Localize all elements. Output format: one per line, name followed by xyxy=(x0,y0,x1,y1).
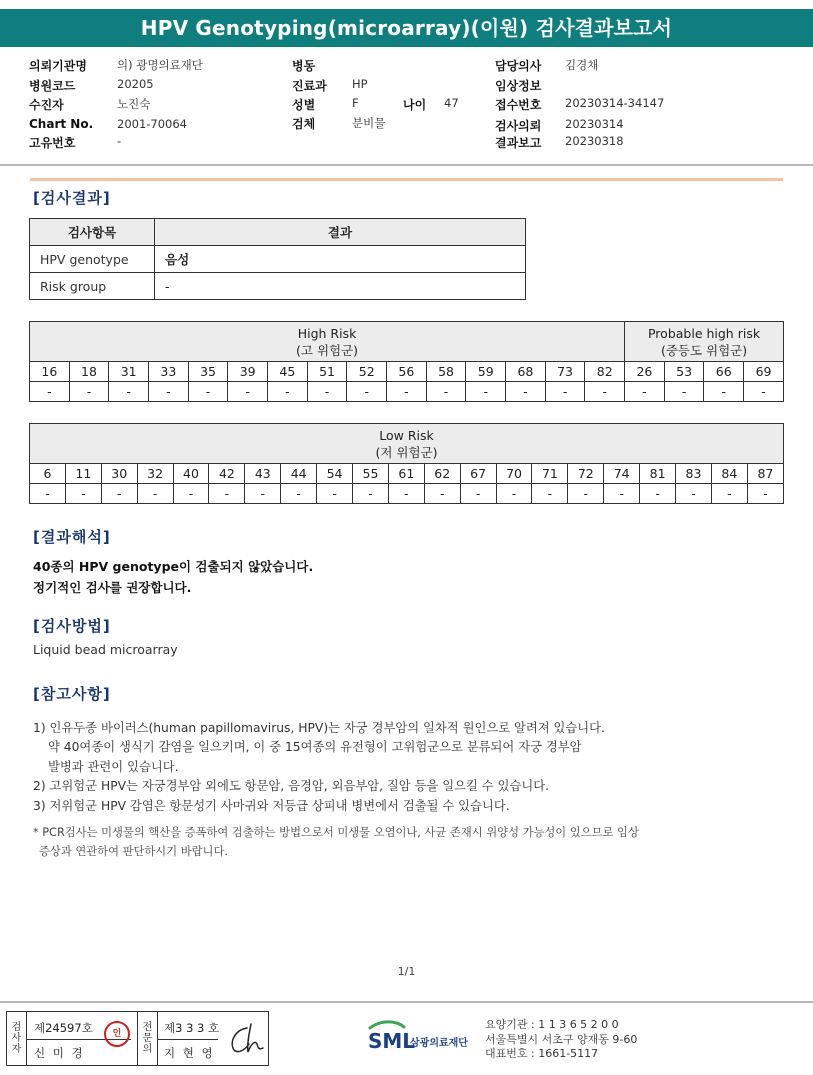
label-ward: 병동 xyxy=(292,59,316,73)
low-risk-value-6: - xyxy=(245,484,281,504)
specialist-name: 지 현 영 xyxy=(164,1046,215,1060)
notes-list xyxy=(33,719,605,816)
probable-high-risk-sub: (중등도 위험군) xyxy=(660,343,748,358)
col-header-result: 결과 xyxy=(155,219,526,246)
low-risk-value-9: - xyxy=(353,484,389,504)
section-title-method: [검사방법] xyxy=(33,617,111,635)
high-risk-value-row xyxy=(30,382,784,402)
value-attending-doctor: 김경채 xyxy=(565,58,599,72)
low-risk-table xyxy=(29,423,784,504)
low-risk-type-13: 70 xyxy=(496,464,532,484)
high-risk-value-7: - xyxy=(307,382,347,402)
label-test-request: 검사의뢰 xyxy=(495,119,542,133)
high-risk-value-12: - xyxy=(506,382,546,402)
table-header-row xyxy=(30,219,526,246)
probable-high-risk-type-0: 26 xyxy=(625,362,665,382)
value-specimen: 분비물 xyxy=(352,116,386,130)
value-test-request: 20230314 xyxy=(565,117,624,131)
method-text: Liquid bead microarray xyxy=(33,642,178,657)
value-patient: 노진숙 xyxy=(117,97,151,111)
tester-label xyxy=(7,1012,27,1065)
section-title-notes: [참고사항] xyxy=(33,685,111,703)
label-unique-no: 고유번호 xyxy=(29,136,76,150)
probable-high-risk-value-2: - xyxy=(704,382,744,402)
high-risk-type-row xyxy=(30,362,784,382)
tester-label-char-0: 검 xyxy=(11,1022,22,1033)
footnote-line-1: * PCR검사는 미생물의 핵산을 증폭하여 검출하는 방법으로서 미생물 오염이나, 사균 존재시 위양성 가능성이 있으므로 임상 xyxy=(33,826,639,839)
low-risk-value-7: - xyxy=(281,484,317,504)
label-chart-no: Chart No. xyxy=(29,117,94,131)
specialist-license-no: 제3 3 3 호 xyxy=(164,1021,220,1035)
corporation-info xyxy=(485,1018,637,1062)
probable-high-risk-header xyxy=(625,322,784,362)
label-patient: 수진자 xyxy=(29,98,64,112)
label-attending-doctor: 담당의사 xyxy=(495,59,542,73)
patient-info-header xyxy=(0,55,813,165)
high-risk-table xyxy=(29,321,784,402)
high-risk-value-1: - xyxy=(69,382,109,402)
low-risk-value-15: - xyxy=(568,484,604,504)
high-risk-type-11: 59 xyxy=(466,362,506,382)
high-risk-sub: (고 위험군) xyxy=(296,343,359,358)
low-risk-type-11: 62 xyxy=(424,464,460,484)
low-risk-value-2: - xyxy=(101,484,137,504)
low-risk-type-6: 43 xyxy=(245,464,281,484)
value-unique-no: - xyxy=(117,134,122,148)
interpretation-line-1: 40종의 HPV genotype이 검출되지 않았습니다. xyxy=(33,559,314,574)
high-risk-type-2: 31 xyxy=(109,362,149,382)
pcr-footnote xyxy=(33,823,639,861)
low-risk-value-1: - xyxy=(65,484,101,504)
low-risk-value-4: - xyxy=(173,484,209,504)
low-risk-type-2: 30 xyxy=(101,464,137,484)
table-row xyxy=(30,273,526,300)
label-sex: 성별 xyxy=(292,98,316,112)
high-risk-type-12: 68 xyxy=(506,362,546,382)
row-value-genotype: 음성 xyxy=(155,246,526,273)
care-institution-code: 요양기관 : 1 1 3 6 5 2 0 0 xyxy=(485,1018,619,1031)
low-risk-value-0: - xyxy=(30,484,66,504)
specialist-label-char-1: 문 xyxy=(142,1033,153,1044)
low-risk-type-8: 54 xyxy=(317,464,353,484)
low-risk-type-16: 74 xyxy=(604,464,640,484)
low-risk-value-3: - xyxy=(137,484,173,504)
specialist-label xyxy=(138,1012,158,1065)
value-result-report: 20230318 xyxy=(565,134,624,148)
specialist-label-char-0: 전 xyxy=(142,1022,153,1033)
low-risk-type-4: 40 xyxy=(173,464,209,484)
label-department: 진료과 xyxy=(292,79,327,93)
high-risk-value-8: - xyxy=(347,382,387,402)
probable-high-risk-type-1: 53 xyxy=(664,362,704,382)
note-1-line-1: 1) 인유두종 바이러스(human papillomavirus, HPV)는 자궁 경부암의 일차적 원인으로 알려져 있습니다. xyxy=(33,721,605,735)
probable-high-risk-type-2: 66 xyxy=(704,362,744,382)
low-risk-type-7: 44 xyxy=(281,464,317,484)
low-risk-type-14: 71 xyxy=(532,464,568,484)
value-requesting-institution: 의) 광명의료재단 xyxy=(117,58,203,72)
result-table xyxy=(29,218,526,300)
row-value-risk-group: - xyxy=(155,273,526,300)
low-risk-type-3: 32 xyxy=(137,464,173,484)
value-hospital-code: 20205 xyxy=(117,77,154,91)
high-risk-value-10: - xyxy=(426,382,466,402)
report-title: HPV Genotyping(microarray)(이원) 검사결과보고서 xyxy=(0,9,813,47)
table-row xyxy=(30,246,526,273)
label-receipt-no: 접수번호 xyxy=(495,98,542,112)
note-1-line-2: 약 40여종이 생식기 감염을 일으키며, 이 중 15여종의 유전형이 고위험군으로 분류되어 자궁 경부암 xyxy=(48,740,582,755)
label-age: 나이 xyxy=(403,98,427,112)
low-risk-type-20: 87 xyxy=(747,464,783,484)
value-sex: F xyxy=(352,96,359,110)
low-risk-value-11: - xyxy=(424,484,460,504)
tester-label-char-1: 사 xyxy=(11,1033,22,1044)
section-title-interpretation: [결과해석] xyxy=(33,528,111,546)
low-risk-value-12: - xyxy=(460,484,496,504)
low-risk-type-19: 84 xyxy=(711,464,747,484)
tester-label-char-2: 자 xyxy=(11,1044,22,1055)
tester-seal-stamp: 인 xyxy=(104,1021,130,1047)
low-risk-type-5: 42 xyxy=(209,464,245,484)
value-age: 47 xyxy=(444,96,459,110)
low-risk-type-row xyxy=(30,464,784,484)
label-hospital-code: 병원코드 xyxy=(29,79,76,93)
interpretation-line-2: 정기적인 검사를 권장합니다. xyxy=(33,580,192,595)
specialist-label-char-2: 의 xyxy=(142,1044,153,1055)
note-1-line-3: 발병과 관련이 있습니다. xyxy=(48,759,179,774)
low-risk-value-10: - xyxy=(388,484,424,504)
low-risk-type-17: 81 xyxy=(640,464,676,484)
low-risk-value-row xyxy=(30,484,784,504)
note-2: 2) 고위험군 HPV는 자궁경부암 외에도 항문암, 음경암, 외음부암, 질암 등을 일으킬 수 있습니다. xyxy=(33,779,549,794)
probable-high-risk-type-3: 69 xyxy=(744,362,784,382)
label-result-report: 결과보고 xyxy=(495,136,542,150)
high-risk-type-4: 35 xyxy=(188,362,228,382)
low-risk-type-10: 61 xyxy=(388,464,424,484)
low-risk-value-20: - xyxy=(747,484,783,504)
high-risk-value-11: - xyxy=(466,382,506,402)
sml-logo-icon xyxy=(366,1018,486,1058)
label-specimen: 검체 xyxy=(292,117,316,131)
low-risk-type-15: 72 xyxy=(568,464,604,484)
section-title-result: [검사결과] xyxy=(33,189,111,207)
low-risk-value-19: - xyxy=(711,484,747,504)
high-risk-type-7: 51 xyxy=(307,362,347,382)
high-risk-value-4: - xyxy=(188,382,228,402)
low-risk-type-1: 11 xyxy=(65,464,101,484)
low-risk-header xyxy=(30,424,784,464)
low-risk-label: Low Risk xyxy=(379,428,434,443)
logo-text: SML xyxy=(368,1029,416,1053)
high-risk-type-3: 33 xyxy=(149,362,189,382)
section-divider xyxy=(30,178,783,181)
note-3: 3) 저위험군 HPV 감염은 항문성기 사마귀와 저등급 상피내 병변에서 검출될 수 있습니다. xyxy=(33,798,510,813)
low-risk-type-0: 6 xyxy=(30,464,66,484)
high-risk-value-6: - xyxy=(268,382,308,402)
high-risk-value-3: - xyxy=(149,382,189,402)
sml-logo xyxy=(366,1018,486,1058)
low-risk-value-18: - xyxy=(676,484,712,504)
high-risk-value-0: - xyxy=(30,382,70,402)
footer-divider xyxy=(0,1001,813,1003)
high-risk-value-14: - xyxy=(585,382,625,402)
high-risk-value-5: - xyxy=(228,382,268,402)
low-risk-value-17: - xyxy=(640,484,676,504)
low-risk-type-12: 67 xyxy=(460,464,496,484)
specialist-signature-icon xyxy=(225,1020,267,1058)
header-divider xyxy=(0,164,813,166)
low-risk-value-13: - xyxy=(496,484,532,504)
tester-license-no: 제24597호 xyxy=(34,1021,93,1035)
probable-high-risk-value-1: - xyxy=(664,382,704,402)
value-chart-no: 2001-70064 xyxy=(117,117,187,131)
page-number: 1/1 xyxy=(397,965,416,978)
label-requesting-institution: 의뢰기관명 xyxy=(29,59,87,73)
row-item-risk-group: Risk group xyxy=(30,273,155,300)
row-item-genotype: HPV genotype xyxy=(30,246,155,273)
high-risk-type-13: 73 xyxy=(545,362,585,382)
probable-high-risk-label: Probable high risk xyxy=(647,326,761,341)
low-risk-type-9: 55 xyxy=(353,464,389,484)
col-header-item: 검사항목 xyxy=(30,219,155,246)
high-risk-type-6: 45 xyxy=(268,362,308,382)
high-risk-type-1: 18 xyxy=(69,362,109,382)
corporation-phone: 대표번호 : 1661-5117 xyxy=(485,1047,599,1060)
logo-subtext: 삼광의료재단 xyxy=(410,1038,468,1049)
high-risk-value-13: - xyxy=(545,382,585,402)
probable-high-risk-value-3: - xyxy=(744,382,784,402)
specialist-row-divider xyxy=(158,1039,218,1040)
low-risk-value-14: - xyxy=(532,484,568,504)
high-risk-type-14: 82 xyxy=(585,362,625,382)
high-risk-header xyxy=(30,322,625,362)
high-risk-type-0: 16 xyxy=(30,362,70,382)
signature-box xyxy=(6,1011,269,1066)
low-risk-value-5: - xyxy=(209,484,245,504)
high-risk-label: High Risk xyxy=(297,326,357,341)
high-risk-type-9: 56 xyxy=(387,362,427,382)
high-risk-value-9: - xyxy=(387,382,427,402)
footnote-line-2: 증상과 연관하여 판단하시기 바랍니다. xyxy=(39,845,228,858)
low-risk-value-8: - xyxy=(317,484,353,504)
low-risk-value-16: - xyxy=(604,484,640,504)
low-risk-sub: (저 위험군) xyxy=(375,445,438,460)
high-risk-type-8: 52 xyxy=(347,362,387,382)
high-risk-type-10: 58 xyxy=(426,362,466,382)
interpretation-text xyxy=(33,556,313,598)
probable-high-risk-value-0: - xyxy=(625,382,665,402)
high-risk-value-2: - xyxy=(109,382,149,402)
tester-name: 신 미 경 xyxy=(34,1046,85,1060)
low-risk-type-18: 83 xyxy=(676,464,712,484)
label-clinical-info: 임상정보 xyxy=(495,79,542,93)
value-department: HP xyxy=(352,77,368,91)
high-risk-type-5: 39 xyxy=(228,362,268,382)
corporation-address: 서울특별시 서초구 양재동 9-60 xyxy=(485,1032,638,1046)
value-receipt-no: 20230314-34147 xyxy=(565,96,665,110)
